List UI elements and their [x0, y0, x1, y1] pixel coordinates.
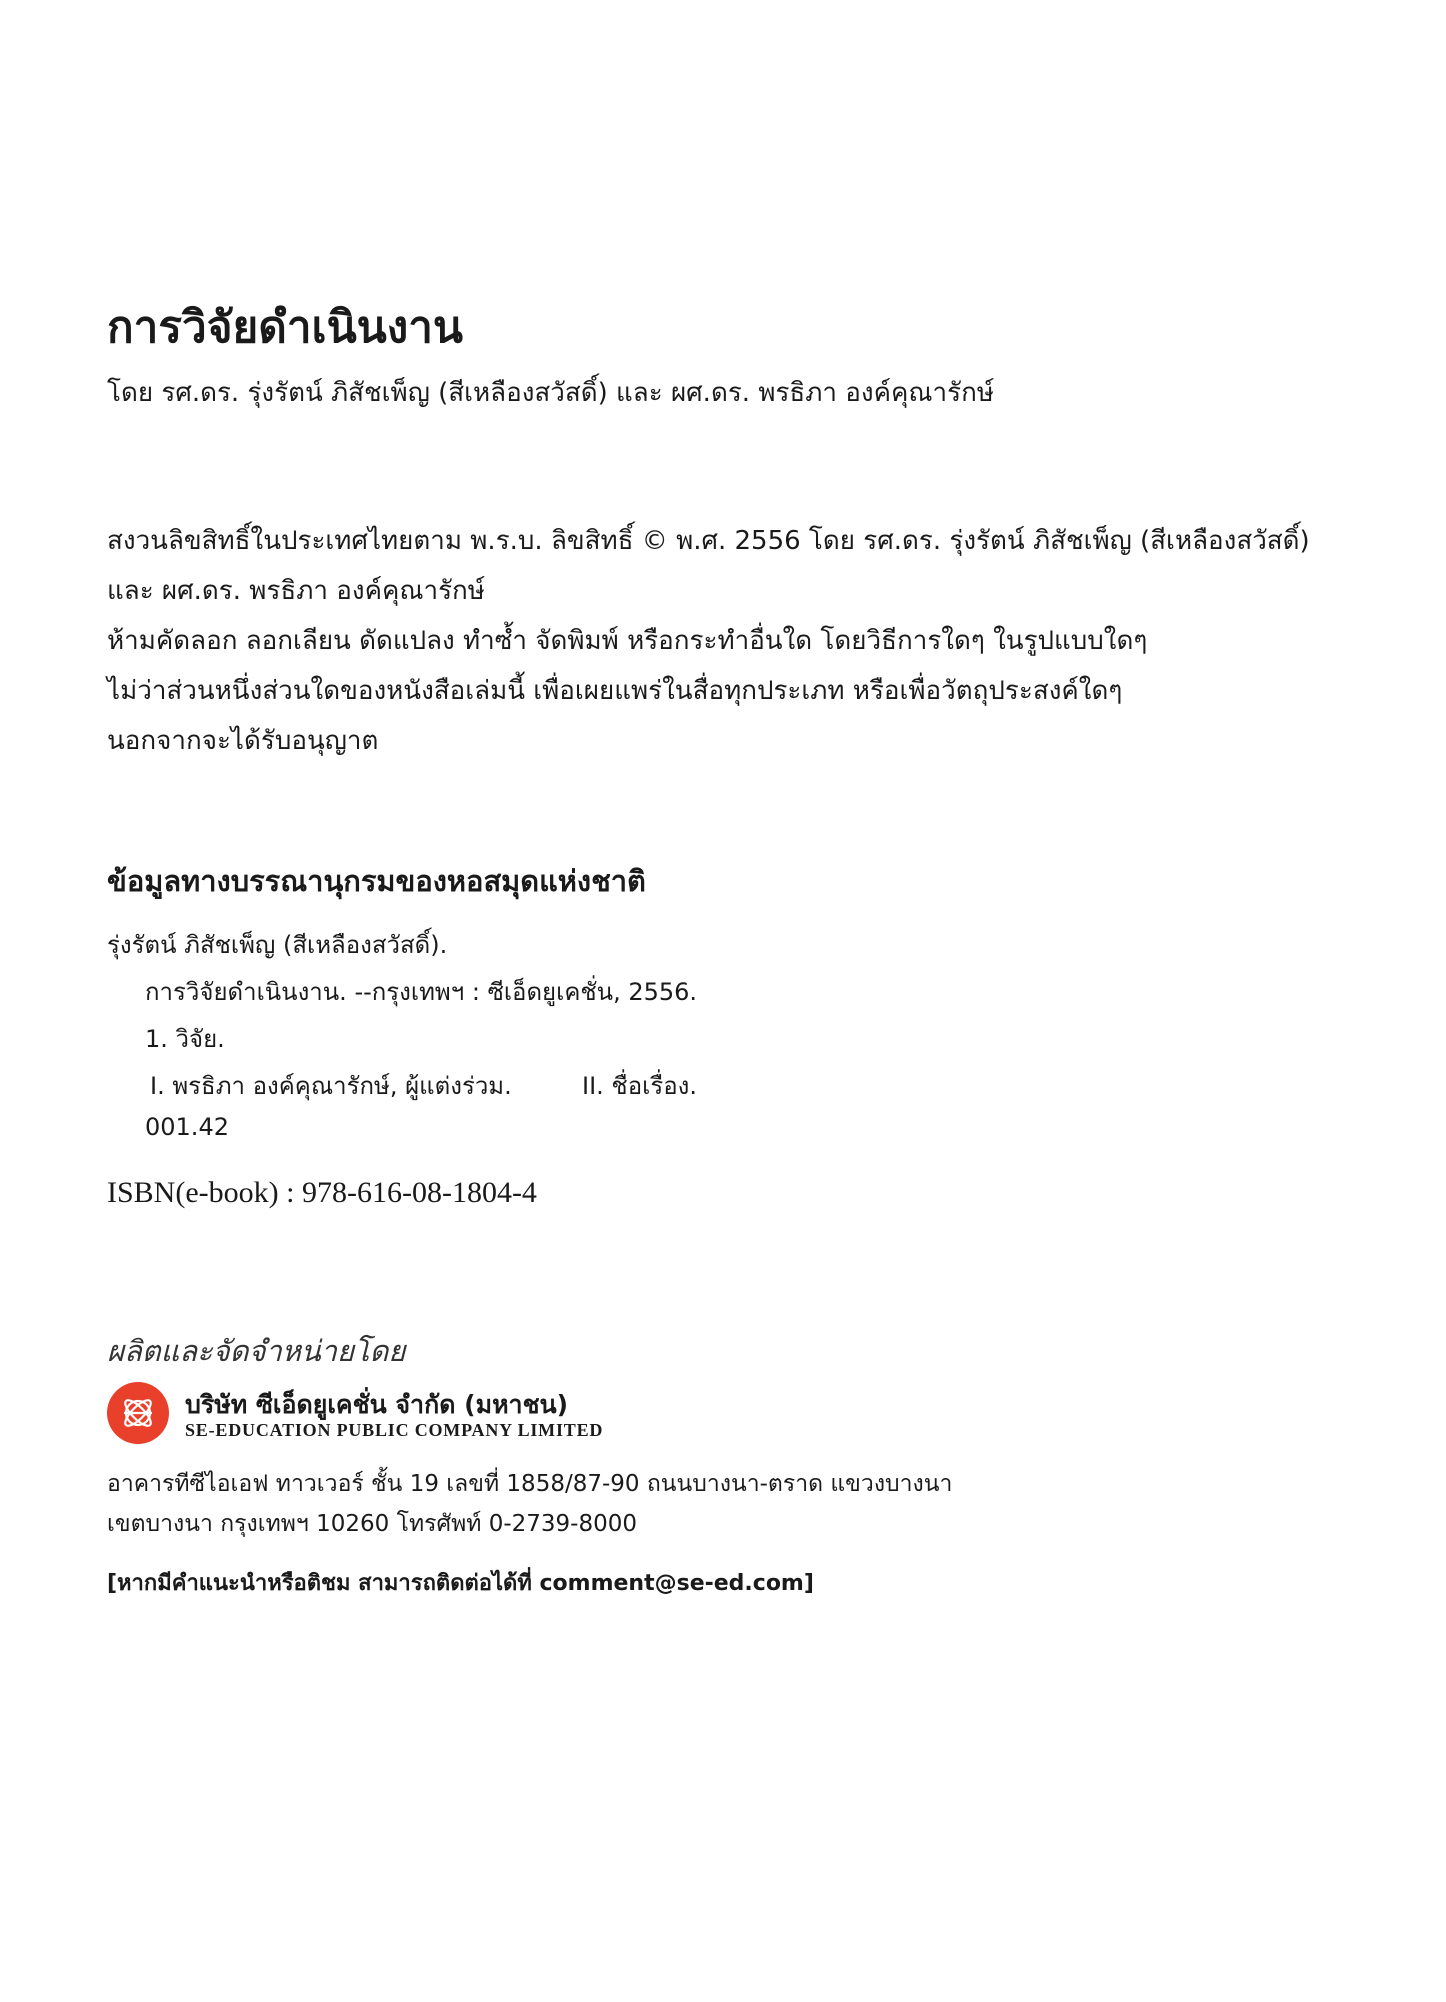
copyright-line: ไม่ว่าส่วนหนึ่งส่วนใดของหนังสือเล่มนี้ เพื่อเผยแพร่ในสื่อทุกประเภท หรือเพื่อวัตถุประสงค์ใดๆ: [107, 676, 1123, 706]
copyright-line: นอกจากจะได้รับอนุญาต: [107, 726, 379, 756]
copyright-line: สงวนลิขสิทธิ์ในประเทศไทยตาม พ.ร.บ. ลิขสิทธิ์ © พ.ศ. 2556 โดย รศ.ดร. รุ่งรัตน์ ภิสัชเพ็ญ (สีเหลืองสวัสดิ์): [107, 526, 1310, 556]
address-line: เขตบางนา กรุงเทพฯ 10260 โทรศัพท์ 0-2739-8000: [107, 1511, 638, 1537]
company-name-thai: บริษัท ซีเอ็ดยูเคชั่น จำกัด (มหาชน): [185, 1390, 569, 1419]
company-name-english: SE-EDUCATION PUBLIC COMPANY LIMITED: [185, 1420, 604, 1440]
copyright-line: และ ผศ.ดร. พรธิภา องค์คุณารักษ์: [107, 576, 485, 606]
cip-title-line: การวิจัยดำเนินงาน. --กรุงเทพฯ : ซีเอ็ดยูเคชั่น, 2556.: [145, 978, 698, 1006]
book-title: การวิจัยดำเนินงาน: [107, 302, 463, 353]
isbn: ISBN(e-book) : 978-616-08-1804-4: [107, 1176, 537, 1209]
cip-author: รุ่งรัตน์ ภิสัชเพ็ญ (สีเหลืองสวัสดิ์).: [107, 931, 448, 959]
cip-classification: 001.42: [145, 1113, 229, 1141]
address-line: อาคารทีซีไอเอฟ ทาวเวอร์ ชั้น 19 เลขที่ 1858/87-90 ถนนบางนา-ตราด แขวงบางนา: [107, 1471, 953, 1497]
distribution-heading: ผลิตและจัดจำหน่ายโดย: [107, 1334, 406, 1368]
cip-heading: ข้อมูลทางบรรณานุกรมของหอสมุดแห่งชาติ: [107, 864, 646, 898]
comment-contact: [หากมีคำแนะนำหรือติชม สามารถติดต่อได้ที่ comment@se-ed.com]: [107, 1571, 814, 1596]
cip-title-entry: II. ชื่อเรื่อง.: [582, 1072, 697, 1100]
cip-added-entry: I. พรธิภา องค์คุณารักษ์, ผู้แต่งร่วม.: [150, 1072, 512, 1100]
author-byline: โดย รศ.ดร. รุ่งรัตน์ ภิสัชเพ็ญ (สีเหลืองสวัสดิ์) และ ผศ.ดร. พรธิภา องค์คุณารักษ์: [107, 378, 994, 408]
cip-subject: 1. วิจัย.: [145, 1025, 225, 1053]
publisher-logo-icon: [107, 1382, 169, 1444]
copyright-line: ห้ามคัดลอก ลอกเลียน ดัดแปลง ทำซ้ำ จัดพิมพ์ หรือกระทำอื่นใด โดยวิธีการใดๆ ในรูปแบบใดๆ: [107, 626, 1148, 656]
